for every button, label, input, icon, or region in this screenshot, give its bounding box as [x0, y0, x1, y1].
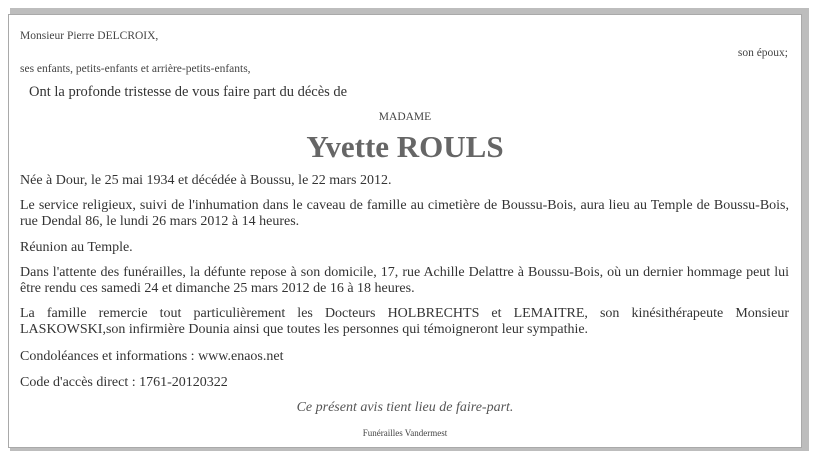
husband-line: Monsieur Pierre DELCROIX, [20, 30, 159, 42]
footer-note: Ce présent avis tient lieu de faire-part. [296, 400, 514, 415]
service-paragraph: Le service religieux, suivi de l'inhumation dans le caveau de famille au cimetière de Boussu-Bois, aura lieu au Temple de Boussu-Bois, rue Dendal 86, le lundi 26 mars 2012 à 14 heures. [20, 198, 789, 229]
intro-line: Ont la profonde tristesse de vous faire part du décès de [29, 84, 348, 100]
birth-death-paragraph: Née à Dour, le 25 mai 1934 et décédée à Boussu, le 22 mars 2012. [20, 173, 392, 188]
viewing-paragraph: Dans l'attente des funérailles, la défunte repose à son domicile, 17, rue Achille Delattre à Boussu-Bois, où un dernier hommage peut lui être rendu ces samedi 24 et dimanche 25 mars 2012 de 16 à 18 heures. [20, 265, 789, 296]
access-code-paragraph: Code d'accès direct : 1761-20120322 [20, 375, 228, 390]
deceased-name: Yvette ROULS [306, 129, 504, 164]
thanks-paragraph: La famille remercie tout particulièrement les Docteurs HOLBRECHTS et LEMAITRE, son kinésithérapeute Monsieur LASKOWSKI,son infirmière Dounia ainsi que toutes les personnes qui témoigneront leur sympathie. [20, 306, 789, 337]
funeral-home: Funérailles Vandermest [362, 428, 448, 438]
honorific: MADAME [378, 111, 432, 123]
family-line: ses enfants, petits-enfants et arrière-petits-enfants, [20, 63, 251, 75]
condolences-paragraph: Condoléances et informations : www.enaos.net [20, 349, 284, 364]
death-notice-card [8, 14, 802, 448]
relationship-line: son époux; [737, 47, 788, 59]
meeting-paragraph: Réunion au Temple. [20, 240, 133, 255]
